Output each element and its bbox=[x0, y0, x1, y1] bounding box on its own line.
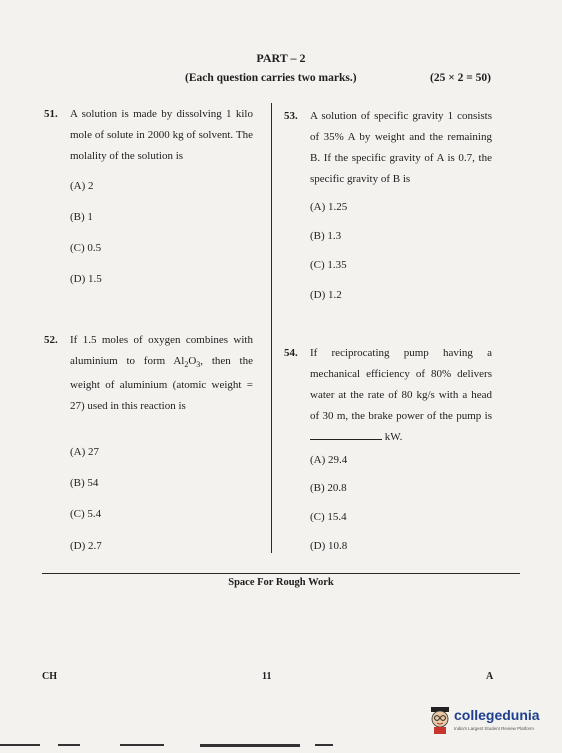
question-52 bbox=[44, 330, 253, 417]
option-c: (C) 15.4 bbox=[310, 511, 347, 523]
subscript: 3 bbox=[196, 360, 201, 370]
option-c: (C) 0.5 bbox=[70, 242, 102, 254]
question-number: 53. bbox=[284, 110, 298, 122]
collegedunia-logo bbox=[428, 705, 543, 739]
option-b: (B) 20.8 bbox=[310, 482, 347, 494]
option-a: (A) 27 bbox=[70, 446, 100, 458]
question-number: 51. bbox=[44, 108, 58, 120]
subscript: 2 bbox=[184, 360, 189, 370]
part-title: PART – 2 bbox=[256, 51, 306, 65]
option-a: (A) 1.25 bbox=[310, 201, 348, 213]
question-text: A solution is made by dissolving 1 kilo mole of solute in 2000 kg of solvent. The molality of the solution is bbox=[70, 108, 253, 162]
part-subtitle: (Each question carries two marks.) bbox=[185, 72, 357, 84]
question-number: 52. bbox=[44, 334, 58, 346]
question-number: 54. bbox=[284, 347, 298, 359]
mascot-icon bbox=[428, 705, 452, 735]
option-b: (B) 54 bbox=[70, 477, 99, 489]
column-divider bbox=[271, 103, 272, 553]
option-a: (A) 2 bbox=[70, 180, 94, 192]
scan-mark bbox=[120, 744, 164, 746]
scan-mark bbox=[315, 744, 333, 746]
option-b: (B) 1.3 bbox=[310, 230, 342, 242]
logo-tagline: India's Largest Student Review Platform bbox=[454, 726, 534, 731]
option-d: (D) 2.7 bbox=[70, 540, 102, 552]
scan-mark bbox=[200, 744, 300, 747]
rough-work-label: Space For Rough Work bbox=[228, 577, 334, 588]
question-text-part2: O bbox=[188, 355, 197, 367]
option-c: (C) 1.35 bbox=[310, 259, 347, 271]
answer-blank bbox=[310, 430, 382, 440]
question-text: A solution of specific gravity 1 consists of 35% A by weight and the remaining B. If the specific gravity of A is 0.7, the specific gravity of B is bbox=[310, 110, 492, 185]
question-text-part1: If 1.5 moles of oxygen combines with aluminium to form Al bbox=[70, 334, 253, 367]
option-c: (C) 5.4 bbox=[70, 508, 102, 520]
marks-scheme: (25 × 2 = 50) bbox=[430, 72, 492, 84]
question-text-part3: , then the weight of aluminium (atomic weight = 27) used in this reaction is bbox=[70, 355, 253, 413]
option-b: (B) 1 bbox=[70, 211, 93, 223]
question-54 bbox=[284, 343, 492, 448]
scan-mark bbox=[58, 744, 80, 746]
booklet-series: A bbox=[486, 671, 494, 682]
rough-work-rule bbox=[42, 573, 520, 574]
footer-code: CH bbox=[42, 671, 57, 682]
option-d: (D) 1.5 bbox=[70, 273, 102, 285]
unit-label: kW. bbox=[384, 431, 403, 443]
question-53 bbox=[284, 106, 492, 190]
question-51 bbox=[44, 104, 253, 167]
option-d: (D) 10.8 bbox=[310, 540, 348, 552]
scan-mark bbox=[0, 744, 40, 746]
page-number: 11 bbox=[262, 671, 272, 682]
option-d: (D) 1.2 bbox=[310, 289, 342, 301]
question-text: If reciprocating pump having a mechanical efficiency of 80% delivers water at the rate of 80 kg/s with a head of 30 m, the brake power of the pump is bbox=[310, 347, 492, 422]
logo-wordmark: collegedunia bbox=[454, 707, 540, 723]
option-a: (A) 29.4 bbox=[310, 454, 348, 466]
